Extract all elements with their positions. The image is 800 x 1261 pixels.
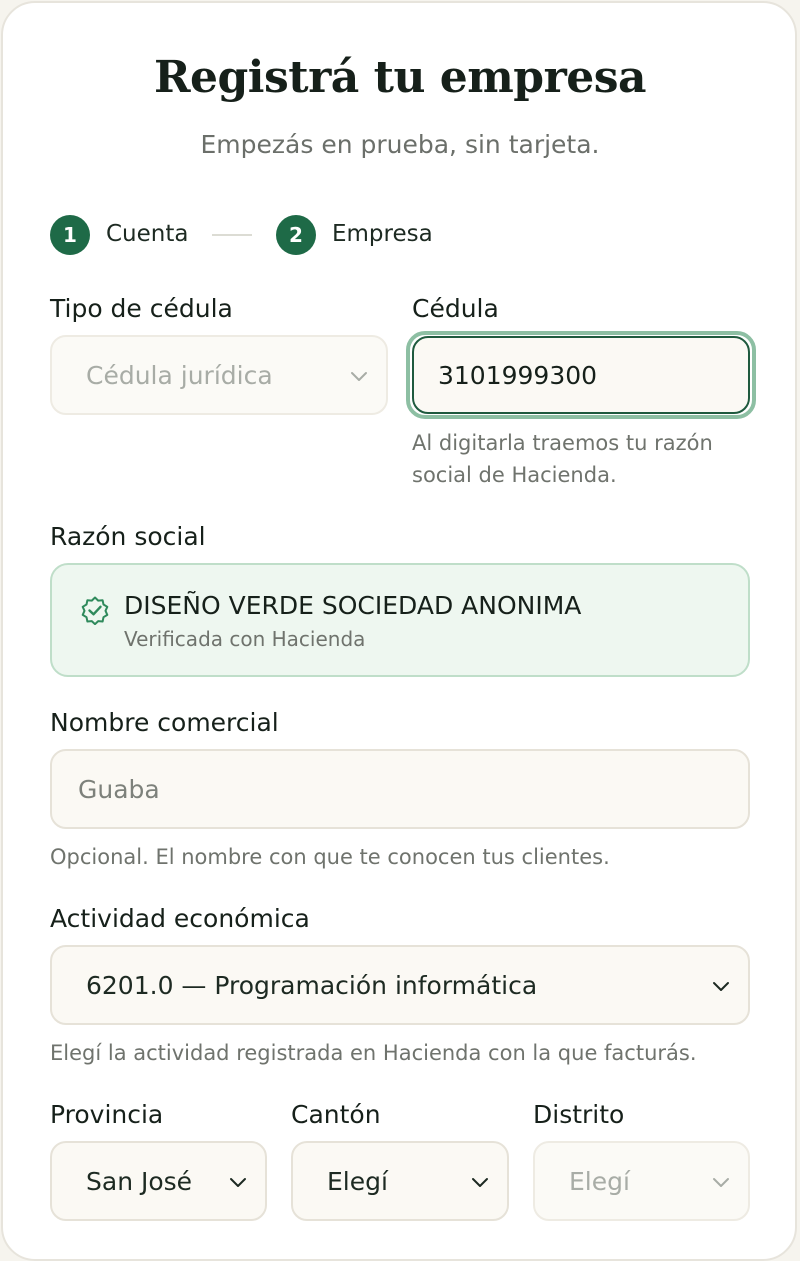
- legal-name-value: DISEÑO VERDE SOCIEDAD ANONIMA: [124, 591, 582, 620]
- trade-name-hint: Opcional. El nombre con que te conocen tus clientes.: [50, 845, 610, 869]
- activity-label: Actividad económica: [50, 904, 310, 933]
- legal-name-status: Verificada con Hacienda: [124, 627, 366, 651]
- page-subtitle: Empezás en prueba, sin tarjeta.: [200, 130, 600, 159]
- canton-value: Elegí: [327, 1166, 388, 1196]
- activity-value: 6201.0 — Programación informática: [86, 970, 538, 1000]
- step-1-number[interactable]: 1: [50, 215, 90, 255]
- chevron-down-icon: [710, 1171, 732, 1193]
- district-label: Distrito: [533, 1100, 625, 1129]
- legal-name-verified-box: [50, 563, 750, 677]
- chevron-down-icon: [227, 1171, 249, 1193]
- id-number-hint: Al digitarla traemos tu razón social de Hacienda.: [412, 431, 713, 487]
- trade-name-placeholder: Guaba: [78, 774, 160, 804]
- province-value: San José: [86, 1166, 193, 1196]
- id-type-value: Cédula jurídica: [86, 360, 273, 390]
- province-label: Provincia: [50, 1100, 164, 1129]
- step-1-label[interactable]: Cuenta: [106, 221, 189, 247]
- legal-name-label: Razón social: [50, 522, 206, 551]
- activity-select[interactable]: [50, 945, 750, 1025]
- step-2-number: 2: [276, 215, 316, 255]
- chevron-down-icon: [348, 365, 370, 387]
- page-title: Registrá tu empresa: [153, 52, 647, 103]
- step-connector: [212, 234, 252, 236]
- canton-select[interactable]: [291, 1141, 509, 1221]
- chevron-down-icon: [469, 1171, 491, 1193]
- verified-check-icon: [80, 595, 110, 625]
- activity-hint: Elegí la actividad registrada en Hacienda con la que facturás.: [50, 1041, 697, 1065]
- id-number-input[interactable]: [412, 336, 750, 414]
- trade-name-label: Nombre comercial: [50, 708, 279, 737]
- id-number-value: 3101999300: [438, 360, 598, 390]
- province-select[interactable]: [50, 1141, 267, 1221]
- id-type-select[interactable]: [50, 335, 388, 415]
- district-select[interactable]: [533, 1141, 750, 1221]
- chevron-down-icon: [710, 975, 732, 997]
- id-type-label: Tipo de cédula: [50, 294, 233, 323]
- trade-name-input[interactable]: [50, 749, 750, 829]
- stepper: [50, 215, 550, 255]
- canton-label: Cantón: [291, 1100, 381, 1129]
- id-number-label: Cédula: [412, 294, 499, 323]
- step-2-label: Empresa: [332, 221, 433, 247]
- district-value: Elegí: [569, 1166, 630, 1196]
